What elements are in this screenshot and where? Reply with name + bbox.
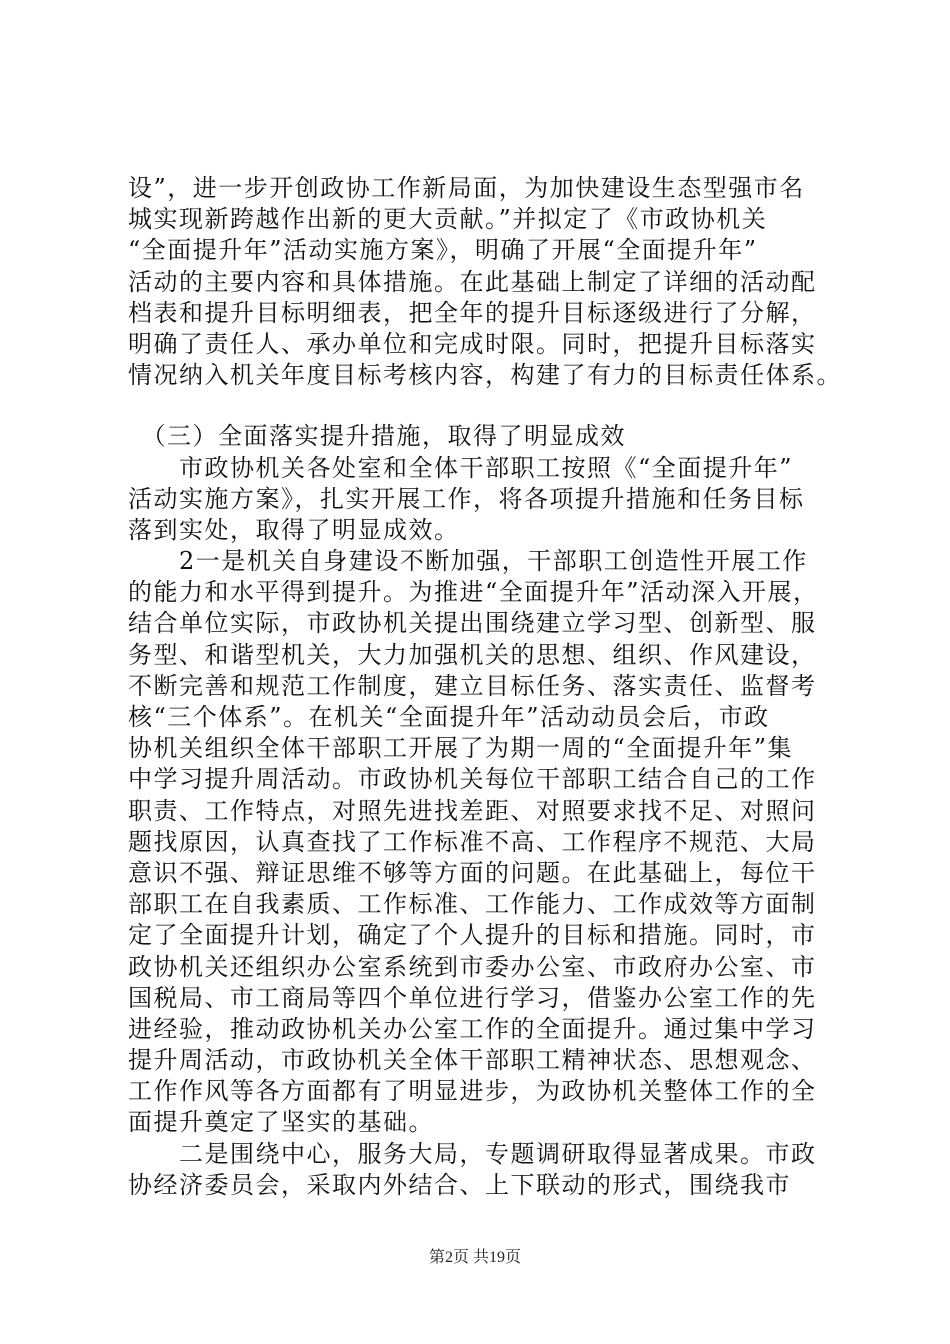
text-line: 活动的主要内容和具体措施。在此基础上制定了详细的活动配 <box>128 267 817 296</box>
paragraph-spacer <box>128 391 828 421</box>
text-line: 协经济委员会，采取内外结合、上下联动的形式，围绕我市 <box>128 1170 791 1199</box>
text-line: 面提升奠定了坚实的基础。 <box>128 1108 434 1137</box>
document-body <box>128 173 842 1201</box>
text-line: 定了全面提升计划，确定了个人提升的目标和措施。同时，市 <box>128 921 817 950</box>
text-line: 部职工在自我素质、工作标准、工作能力、工作成效等方面制 <box>128 890 817 919</box>
text-line: 市政协机关各处室和全体干部职工按照《“全面提升年” <box>128 453 794 482</box>
text-line: 职责、工作特点，对照先进找差距、对照要求找不足、对照问 <box>128 796 817 825</box>
text-line: 务型、和谐型机关，大力加强机关的思想、组织、作风建设， <box>128 640 817 669</box>
text-line: 国税局、市工商局等四个单位进行学习，借鉴办公室工作的先 <box>128 983 817 1012</box>
text-line: 2一是机关自身建设不断加强，干部职工创造性开展工作 <box>128 547 808 576</box>
text-line: 政协机关还组织办公室系统到市委办公室、市政府办公室、市 <box>128 952 817 981</box>
text-line: 提升周活动，市政协机关全体干部职工精神状态、思想观念、 <box>128 1046 817 1075</box>
paragraph-1 <box>128 173 842 391</box>
text-line: 意识不强、辩证思维不够等方面的问题。在此基础上，每位干 <box>128 858 817 887</box>
text-line: “全面提升年”活动实施方案》，明确了开展“全面提升年” <box>128 236 758 265</box>
text-line: 核“三个体系”。在机关“全面提升年”活动动员会后，市政 <box>128 703 770 731</box>
text-line: 二是围绕中心，服务大局，专题调研取得显著成果。市政 <box>128 1139 817 1168</box>
text-line: 情况纳入机关年度目标考核内容，构建了有力的目标责任体系。 <box>128 361 842 390</box>
text-line: 落到实处，取得了明显成效。 <box>128 515 460 544</box>
text-line: 协机关组织全体干部职工开展了为期一周的“全面提升年”集 <box>128 734 794 763</box>
text-line: 档表和提升目标明细表，把全年的提升目标逐级进行了分解， <box>128 298 817 327</box>
text-line: 结合单位实际，市政协机关提出围绕建立学习型、创新型、服 <box>128 609 817 638</box>
text-line: 城实现新跨越作出新的更大贡献。”并拟定了《市政协机关 <box>128 205 768 234</box>
text-line: 不断完善和规范工作制度，建立目标任务、落实责任、监督考 <box>128 671 817 700</box>
paragraph-3 <box>128 546 828 1139</box>
text-line: 题找原因，认真查找了工作标准不高、工作程序不规范、大局 <box>128 827 817 856</box>
page-footer: 第2页 共19页 <box>428 1249 521 1266</box>
text-line: 工作作风等各方面都有了明显进步，为政协机关整体工作的全 <box>128 1077 817 1106</box>
text-line: 进经验，推动政协机关办公室工作的全面提升。通过集中学习 <box>128 1014 817 1043</box>
text-line: 活动实施方案》，扎实开展工作，将各项提升措施和任务目标 <box>128 484 805 513</box>
section-heading: （三）全面落实提升措施，取得了明显成效 <box>128 422 626 451</box>
text-line: 设”，进一步开创政协工作新局面，为加快建设生态型强市名 <box>128 174 805 202</box>
text-line: 的能力和水平得到提升。为推进“全面提升年”活动深入开展， <box>128 578 819 607</box>
paragraph-4 <box>128 1139 828 1201</box>
text-line: 明确了责任人、承办单位和完成时限。同时，把提升目标落实 <box>128 329 817 358</box>
paragraph-2 <box>128 453 828 547</box>
text-line: 中学习提升周活动。市政协机关每位干部职工结合自己的工作 <box>128 765 817 794</box>
